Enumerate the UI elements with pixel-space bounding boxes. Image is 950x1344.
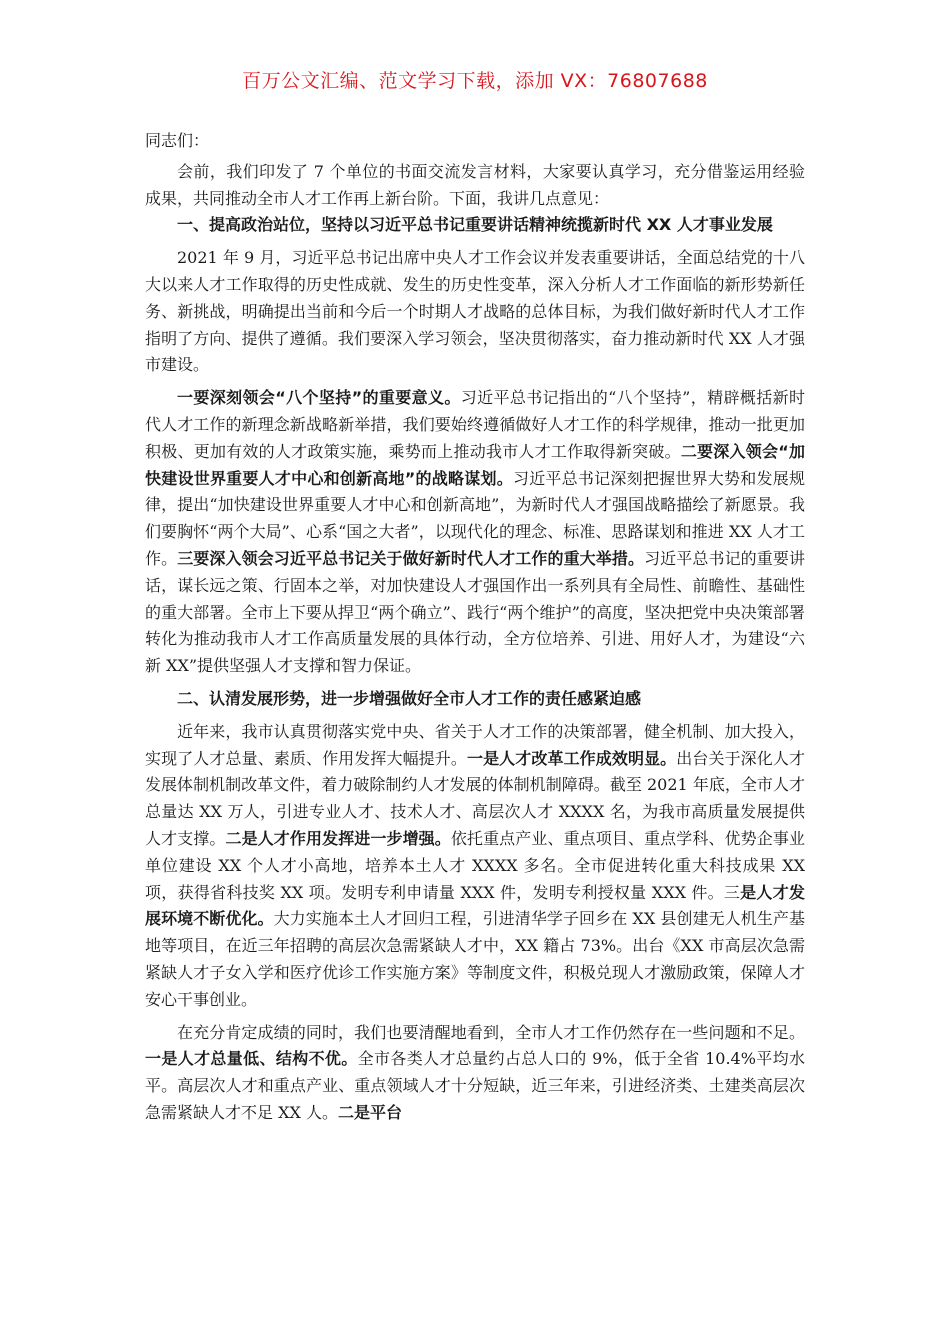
- paragraph-text: 全市各类人才总量约占总人口的 9%，低于全省 10.4%平均水平。高层次人才和重点产业、重点领域人才十分短缺，近三年来，引进经济类、土建类高层次急需紧缺人才不足 XX 人。: [145, 1049, 805, 1122]
- paragraph-3: [145, 719, 805, 1014]
- document-body: [145, 128, 805, 1127]
- bold-lead: 一是人才总量低、结构不优。: [145, 1049, 358, 1069]
- paragraph-text: 近年来，我市认真贯彻落实党中央、省关于人才工作的决策部署，健全机制、加大投入，实现了人才总量、素质、作用发挥大幅提升。: [145, 721, 805, 768]
- bold-lead: 二是人才作用发挥进一步增强。: [225, 828, 451, 848]
- paragraph-2: [145, 385, 805, 680]
- section-heading-1: 一、提高政治站位，坚持以习近平总书记重要讲话精神统揽新时代 XX 人才事业发展: [177, 215, 773, 235]
- section-heading-2: 二、认清发展形势，进一步增强做好全市人才工作的责任感紧迫感: [177, 688, 642, 708]
- paragraph-text: 习近平总书记的重要讲话，谋长远之策、行固本之举，对加快建设人才强国作出一系列具有全局性、前瞻性、基础性的重大部署。全市上下要从捍卫“两个确立”、践行“两个维护”的高度，坚决把党中央决策部署转化为推动我市人才工作高质量发展的具体行动，全方位培养、引进、用好人才，为建设“六新 XX”提供坚强人才支撑和智力保证。: [145, 548, 805, 676]
- watermark-header: 百万公文汇编、范文学习下载，添加 VX：76807688: [242, 70, 708, 92]
- greeting: 同志们：: [145, 131, 210, 150]
- paragraph-text: 习近平总书记指出的“八个坚持”，精辟概括新时代人才工作的新理念新战略新举措，我们要始终遵循做好人才工作的科学规律，推动一批更加积极、更加有效的人才政策实施，乘势而上推动我市人才工作取得新突破。: [145, 388, 805, 461]
- bold-lead: 是人才发展环境不断优化。: [145, 882, 805, 929]
- paragraph-text: 依托重点产业、重点项目、重点学科、优势企事业单位建设 XX 个人才小高地，培养本土人才 XXXX 多名。全市促进转化重大科技成果 XX 项，获得省科技奖 XX 项。发明专利申请量 XXX 件，发明专利授权量 XXX 件。三: [145, 828, 805, 902]
- paragraph-text: 在充分肯定成绩的同时，我们也要清醒地看到，全市人才工作仍然存在一些问题和不足。: [177, 1022, 805, 1042]
- intro-paragraph: 会前，我们印发了 7 个单位的书面交流发言材料，大家要认真学习，充分借鉴运用经验成果，共同推动全市人才工作再上新台阶。下面，我讲几点意见：: [145, 161, 805, 208]
- paragraph-text: 大力实施本土人才回归工程，引进清华学子回乡在 XX 县创建无人机生产基地等项目，在近三年招聘的高层次急需紧缺人才中，XX 籍占 73%。出台《XX 市高层次急需紧缺人才子女入学和医疗优诊工作实施方案》等制度文件，积极兑现人才激励政策，保障人才安心干事创业。: [145, 909, 805, 1009]
- paragraph-text: 出台关于深化人才发展体制机制改革文件，着力破除制约人才发展的体制机制障碍。截至 2021 年底，全市人才总量达 XX 万人，引进专业人才、技术人才、高层次人才 XXXX 名，为我市高质量发展提供人才支撑。: [145, 748, 805, 848]
- bold-lead: 一要深刻领会“八个坚持”的重要意义。: [177, 388, 461, 408]
- bold-lead: 一是人才改革工作成效明显。: [466, 748, 677, 768]
- bold-lead: 二是平台: [337, 1102, 402, 1122]
- paragraph-4: [145, 1020, 805, 1127]
- bold-lead: 三要深入领会习近平总书记关于做好新时代人才工作的重大举措。: [177, 548, 645, 568]
- paragraph-1: 2021 年 9 月，习近平总书记出席中央人才工作会议并发表重要讲话，全面总结党的十八大以来人才工作取得的历史性成就、发生的历史性变革，深入分析人才工作面临的新形势新任务、新挑战，明确提出当前和今后一个时期人才战略的总体目标，为我们做好新时代人才工作指明了方向、提供了遵循。我们要深入学习领会，坚决贯彻落实，奋力推动新时代 XX 人才强市建设。: [145, 248, 805, 375]
- paragraph-text: 习近平总书记深刻把握世界大势和发展规律，提出“加快建设世界重要人才中心和创新高地”，为新时代人才强国战略描绘了新愿景。我们要胸怀“两个大局”、心系“国之大者”，以现代化的理念、标准、思路谋划和推进 XX 人才工作。: [145, 468, 805, 568]
- bold-lead: 二要深入领会“加快建设世界重要人才中心和创新高地”的战略谋划。: [145, 441, 805, 488]
